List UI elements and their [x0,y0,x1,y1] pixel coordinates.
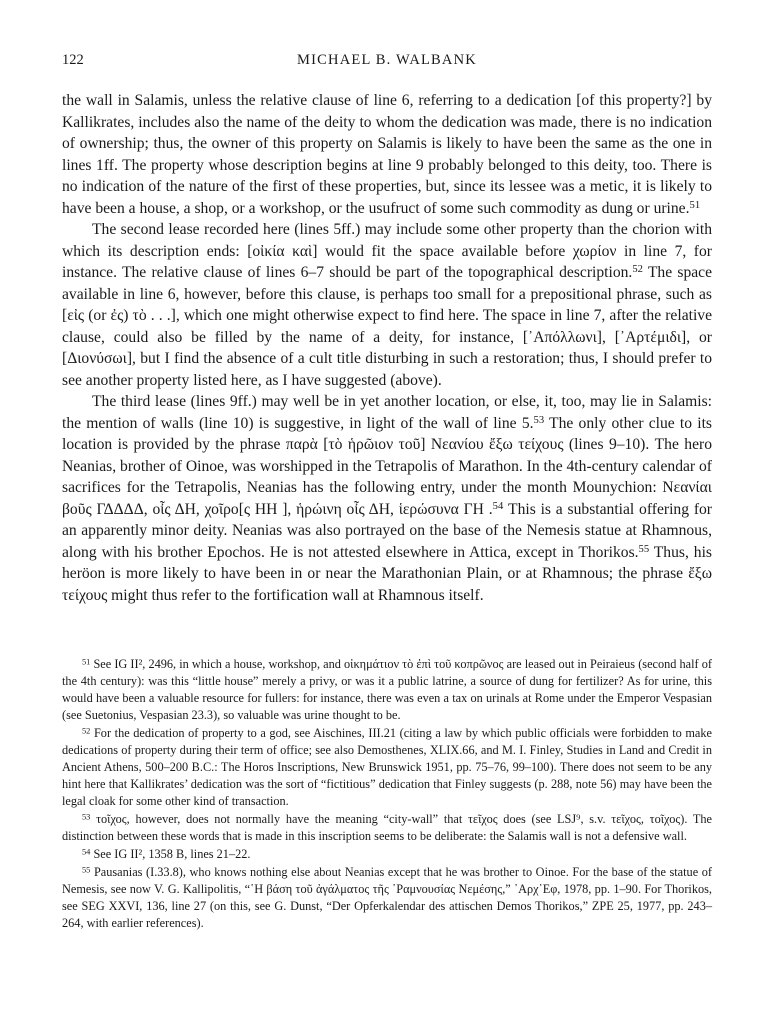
footnote-ref[interactable]: 55 [638,543,650,555]
footnote-ref[interactable]: 51 [689,199,701,211]
page-header [62,52,712,76]
footnote-ref[interactable]: 52 [632,264,643,276]
footnote-ref[interactable]: 53 [533,414,545,426]
paragraph: The second lease recorded here (lines 5ff.) may include some other property than the chorion with which its description ends: [οἰκία καὶ] would fit the space available before χωρίον in line 7, for instance. The relative clause of lines 6–7 should be part of the topographical description.$^{52}$ The space available in line 6, however, before this clause, is perhaps too small for a prepositional phrase, such as [εἰς (or ἐς) τὸ . . .], which one might otherwise expect to find here. The space in line 7, after the relative clause, could also be filled by the name of a deity, for instance, [᾿Απόλλωνι], [᾿Αρτέμιδι], or [Διονύσωι], but I find the absence of a cult title disturbing in such a restoration; thus, I should prefer to see another property listed here, as I have suggested (above). [62,221,713,389]
footnote: $^{54}$ See IG II², 1358 B, lines 21–22. [82,847,251,861]
footnote: $^{53}$ τοῖχος, however, does not normally have the meaning “city-wall” that τεῖχος does (see LSJ⁹, s.v. τεῖχος, τοῖχος). The distinction between these words that is made in this inscription seems to be deliberate: the Salamis wall is not a defensive wall. [62,812,712,843]
footnote: $^{55}$ Pausanias (I.33.8), who knows nothing else about Neanias except that he was brother to Oinoe. For the base of the statue of Nemesis, see now V. G. Kallipolitis, “῾Η βάση τοῦ ἀγάλματος τῆς ῾Ραμνουσίας Νεμέσης,” ᾿Αρχ᾿Εφ, 1978, pp. 1–90. For Thorikos, see SEG XXVI, 136, line 27 (on this, see G. Dunst, “Der Opferkalendar des attischen Demos Thorikos,” ZPE 25, 1977, pp. 243–264, with earlier references). [62,865,712,930]
footnote-number: 51 [82,657,91,667]
footnote-number: 52 [82,726,91,736]
paragraph: the wall in Salamis, unless the relative clause of line 6, referring to a dedication [of this property?] by Kallikrates, includes also the name of the deity to whom the dedication was made, there is no indication of ownership; thus, the owner of this property on Salamis is likely to have been the same as the one in lines 1ff. The property whose description begins at line 9 probably belonged to this deity, too. There is no indication of the nature of the first of these properties, but, since its lessee was a metic, it is likely to have been a house, a shop, or a workshop, or the usufruct of some such commodity as dung or urine.$^{51}$ [62,92,712,217]
footnote: $^{51}$ See IG II², 2496, in which a house, workshop, and οἰκημάτιον τὸ ἐπὶ τοῦ κοπρῶνος are leased out in Peiraieus (second half of the 4th century): was this “little house” merely a privy, or was it a public latrine, a source of dung for fertilizer? As for urine, this would have been a valuable resource for fullers: for instance, there was even a tax on urinals at Rome under the Emperor Vespasian (see Suetonius, Vespasian 23.3), so valuable was urine thought to be. [62,657,712,722]
footnotes [62,656,712,933]
footnote-number: 54 [82,847,91,857]
running-head: MICHAEL B. WALBANK [297,52,477,68]
paragraph: The third lease (lines 9ff.) may well be in yet another location, or else, it, too, may lie in Salamis: the mention of walls (line 10) is suggestive, in light of the wall of line 5.53 The only other clue to its location is provided by the phrase παρὰ [τὸ ἡρῶιον τοῦ] Νεανίου ἔξω τείχους (lines 9–10). The hero Neanias, brother of Oinoe, was worshipped in the Tetrapolis of Marathon. In the 4th-century calendar of sacrifices for the Tetrapolis, Neanias has the following entry, under the month Mounychion: Νεανίαι βοῦς ΓΔΔΔΔ, οἶς ΔΗ, χοῖρο[ς ΗΗ ], ἡρώινη οἶς ΔΗ, ἱερώσυνα ΓΗ .$^{54}$ This is a substantial offering for an apparently minor deity. Neanias was also portrayed on the base of the Nemesis statue at Rhamnous, along with his brother Epochos. He is not attested elsewhere in Attica, except in Thorikos.$^{55}$ Thus, his heröon is more likely to have been in or near the Marathonian Plain, or at Rhamnous; the phrase ἔξω τείχους might thus refer to the fortification wall at Rhamnous itself. [62,393,712,604]
footnote: $^{52}$ For the dedication of property to a god, see Aischines, III.21 (citing a law by which public officials were forbidden to make dedications of property during their term of office; see also Demosthenes, XLIX.66, and M. I. Finley, Studies in Land and Credit in Ancient Athens, 500–200 B.C.: The Horos Inscriptions, New Brunswick 1951, pp. 75–76, 99–100). There does not seem to be any hint here that Kallikrates’ dedication was the sort of “fictitious” dedication that Finley suggests (p. 288, note 56) may have been the legal cloak for some other kind of transaction. [62,726,712,808]
footnote-number: 53 [82,812,91,822]
body-text [62,90,712,606]
page-number: 122 [62,52,84,68]
footnote-ref[interactable]: 54 [492,500,504,512]
footnote-number: 55 [82,865,91,875]
